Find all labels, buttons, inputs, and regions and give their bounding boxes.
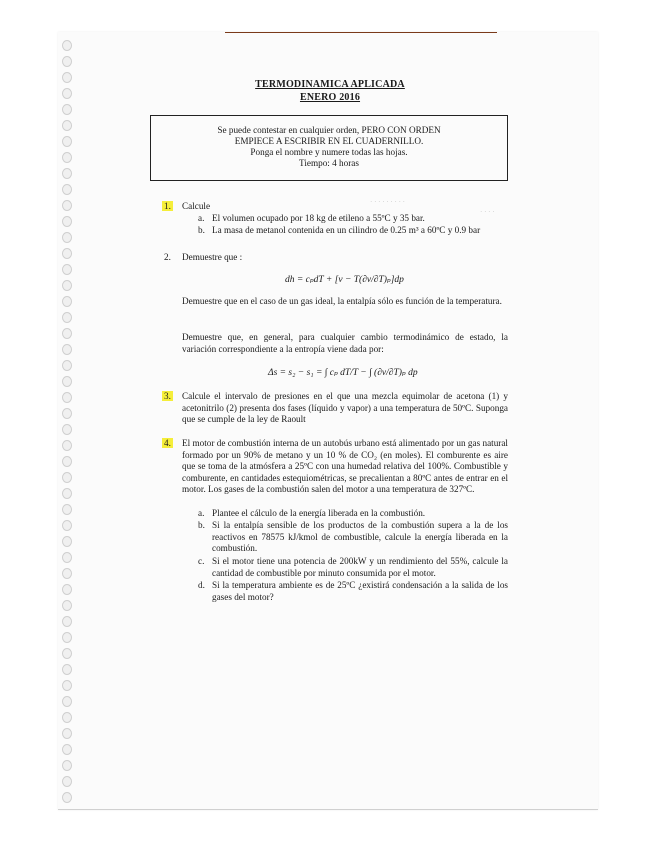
binder-hole — [62, 168, 72, 179]
page-bottom-edge — [58, 809, 598, 810]
question-3-text: Calcule el intervalo de presiones en el que una mezcla equimolar de acetona (1) y acetonitrilo (2) presenta dos fases (líquido y vapor) a una temperatura de 50ºC. Suponga que se cumple de la ley de Raoult — [182, 391, 508, 424]
question-4a-label: a. — [198, 508, 205, 518]
binder-hole — [62, 472, 72, 483]
binder-hole — [62, 712, 72, 723]
question-4d-label: d. — [198, 580, 205, 590]
binder-hole — [62, 88, 72, 99]
binder-hole — [62, 568, 72, 579]
binder-hole — [62, 552, 72, 563]
binder-hole — [62, 376, 72, 387]
question-1a-text: El volumen ocupado por 18 kg de etileno a 55ºC y 35 bar. — [212, 213, 425, 223]
question-1-title: Calcule — [182, 201, 211, 211]
binder-hole — [62, 760, 72, 771]
binder-hole — [62, 648, 72, 659]
binder-hole — [62, 264, 72, 275]
binder-hole — [62, 584, 72, 595]
binder-hole — [62, 392, 72, 403]
binder-hole — [62, 632, 72, 643]
binder-hole — [62, 296, 72, 307]
instruction-line: Se puede contestar en cualquier orden, PERO CON ORDEN — [217, 125, 441, 135]
question-4-text: El motor de combustión interna de un autobús urbano está alimentado por un gas natural formado por un 90% de metano y un 10 % de CO₂ (en moles). El comburente es aire que se toma de la atmósfera a 25ºC con una humedad relativa del 100%. Combustible y comburente, en cantidades estequiométricas, se precalientan a 80ºC antes de entrar en el motor. Los gases de la combustión salen del motor a una temperatura de 327ºC. — [182, 438, 508, 494]
binder-hole — [62, 440, 72, 451]
binder-hole — [62, 184, 72, 195]
question-4b-label: b. — [198, 520, 205, 530]
binder-hole — [62, 728, 72, 739]
question-2-title: Demuestre que : — [182, 252, 243, 262]
question-1b-text: La masa de metanol contenida en un cilindro de 0.25 m³ a 60ºC y 0.9 bar — [212, 225, 481, 235]
instruction-line: EMPIECE A ESCRIBIR EN EL CUADERNILLO. — [234, 136, 424, 146]
entropy-formula: Δs = s₂ − s₁ = ∫ cₚ dT/T − ∫ (∂v/∂T)ₚ dp — [268, 368, 418, 378]
binder-hole — [62, 424, 72, 435]
binder-hole — [62, 72, 72, 83]
binder-hole — [62, 520, 72, 531]
binder-hole — [62, 136, 72, 147]
top-rule — [225, 32, 497, 33]
question-4-number: 4. — [164, 438, 171, 448]
binder-hole — [62, 776, 72, 787]
question-2-paragraph-1: Demuestre que en el caso de un gas ideal, la entalpía sólo es función de la temperatura. — [182, 296, 502, 306]
binder-hole — [62, 744, 72, 755]
binder-hole — [62, 104, 72, 115]
binder-hole — [62, 696, 72, 707]
binder-hole — [62, 504, 72, 515]
question-1-number: 1. — [164, 201, 171, 211]
binder-hole — [62, 344, 72, 355]
binder-hole — [62, 232, 72, 243]
binder-hole — [62, 664, 72, 675]
binder-hole — [62, 536, 72, 547]
binder-hole — [62, 616, 72, 627]
instructions-box — [150, 115, 508, 181]
binder-hole — [62, 312, 72, 323]
binder-hole — [62, 328, 72, 339]
binder-hole — [62, 680, 72, 691]
enthalpy-formula: dh = cₚdT + [v − T(∂v/∂T)ₚ]dp — [285, 275, 404, 285]
binder-hole — [62, 600, 72, 611]
binder-holes — [58, 40, 88, 810]
question-4a-text: Plantee el cálculo de la energía liberada en la combustión. — [212, 508, 426, 518]
binder-hole — [62, 56, 72, 67]
question-4b-text: Si la entalpía sensible de los productos de la combustión supera a la de los reactivos en 78575 kJ/kmol de combustible, calcule la energía liberada en la combustión. — [212, 520, 508, 553]
question-2-number: 2. — [164, 252, 171, 262]
binder-hole — [62, 360, 72, 371]
question-1b-label: b. — [198, 225, 205, 235]
binder-hole — [62, 216, 72, 227]
bleed-through-mark: · · · · — [480, 208, 495, 216]
binder-hole — [62, 792, 72, 803]
question-4c-label: c. — [198, 556, 205, 566]
binder-hole — [62, 40, 72, 51]
question-1a-label: a. — [198, 213, 205, 223]
binder-hole — [62, 200, 72, 211]
question-2-paragraph-2: Demuestre que, en general, para cualquier cambio termodinámico de estado, la variación correspondiente a la entropía viene dada por: — [182, 332, 508, 354]
exam-title: TERMODINAMICA APLICADA — [255, 79, 405, 90]
binder-hole — [62, 152, 72, 163]
instruction-line: Tiempo: 4 horas — [299, 158, 359, 168]
question-3-number: 3. — [164, 391, 171, 401]
instruction-line: Ponga el nombre y numere todas las hojas. — [250, 147, 408, 157]
binder-hole — [62, 120, 72, 131]
exam-date: ENERO 2016 — [299, 92, 361, 103]
binder-hole — [62, 456, 72, 467]
binder-hole — [62, 280, 72, 291]
binder-hole — [62, 488, 72, 499]
bleed-through-mark: · · · · · · · · · — [370, 198, 405, 206]
question-4d-text: Si la temperatura ambiente es de 25ºC ¿existirá condensación a la salida de los gases del motor? — [212, 580, 508, 602]
binder-hole — [62, 408, 72, 419]
binder-hole — [62, 248, 72, 259]
question-4c-text: Si el motor tiene una potencia de 200kW y un rendimiento del 55%, calcule la cantidad de combustible por minuto consumida por el motor. — [212, 556, 508, 578]
